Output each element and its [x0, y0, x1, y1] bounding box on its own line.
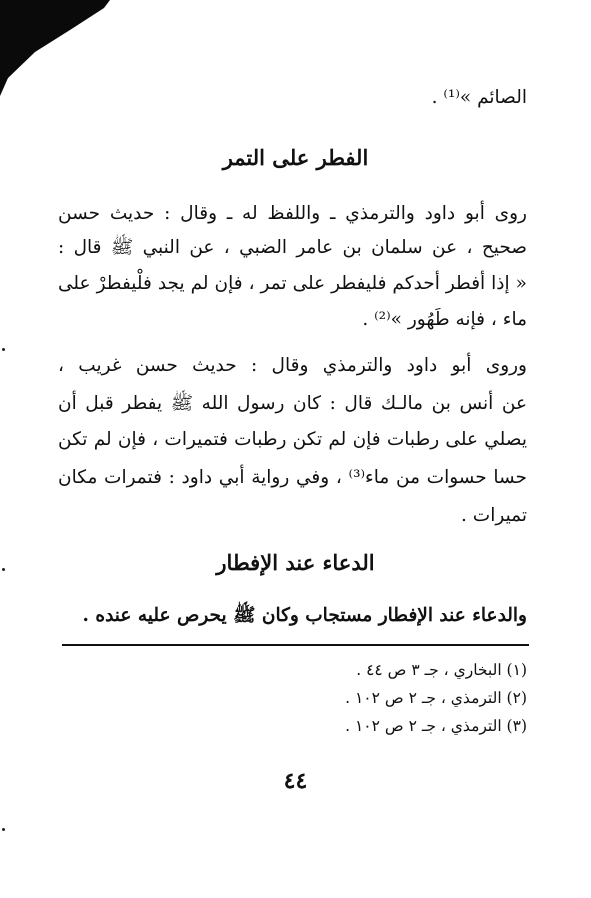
paragraph-line: والدعاء عند الإفطار مستجاب وكان ﷺ يحرص عليه عنده . — [82, 605, 527, 626]
paragraph-line: صحيح ، عن سلمان بن عامر الضبي ، عن النبي ﷺ قال : — [58, 237, 527, 258]
footnote: (٣) الترمذي ، جـ ٢ ص ١٠٢ . — [345, 717, 527, 735]
footnote: (١) البخاري ، جـ ٣ ص ٤٤ . — [356, 661, 527, 679]
paragraph-line: تميرات . — [461, 505, 527, 526]
scan-speck — [2, 348, 5, 351]
scan-corner-shadow — [0, 0, 110, 100]
paragraph-line: وروى أبو داود والترمذي وقال : حديث حسن غريب ، — [58, 355, 527, 376]
page-number: ٤٤ — [283, 768, 308, 794]
footnote: (٢) الترمذي ، جـ ٢ ص ١٠٢ . — [345, 689, 527, 707]
footnote-divider — [62, 644, 529, 646]
paragraph-line: عن أنس بن مالـك قال : كان رسول الله ﷺ يفطر قبل أن — [58, 393, 527, 414]
paragraph-line: حسا حسوات من ماء⁽³⁾ ، وفي رواية أبي داود : فتمرات مكان — [58, 467, 527, 488]
section-heading-supplication: الدعاء عند الإفطار — [216, 550, 375, 575]
paragraph-line: روى أبو داود والترمذي ـ واللفظ له ـ وقال : حديث حسن — [58, 203, 527, 224]
section-heading-dates: الفطر على التمر — [222, 145, 369, 170]
paragraph-line: ماء ، فإنه طَهُور »⁽²⁾ . — [362, 309, 527, 330]
continuation-line: الصائم »⁽¹⁾ . — [431, 87, 527, 108]
paragraph-line: يصلي على رطبات فإن لم تكن رطبات فتميرات ، فإن لم تكن — [58, 429, 527, 450]
scan-speck — [2, 828, 5, 831]
paragraph-line: « إذا أفطر أحدكم فليفطر على تمر ، فإن لم يجد فلْيفطرْ على — [58, 273, 527, 294]
